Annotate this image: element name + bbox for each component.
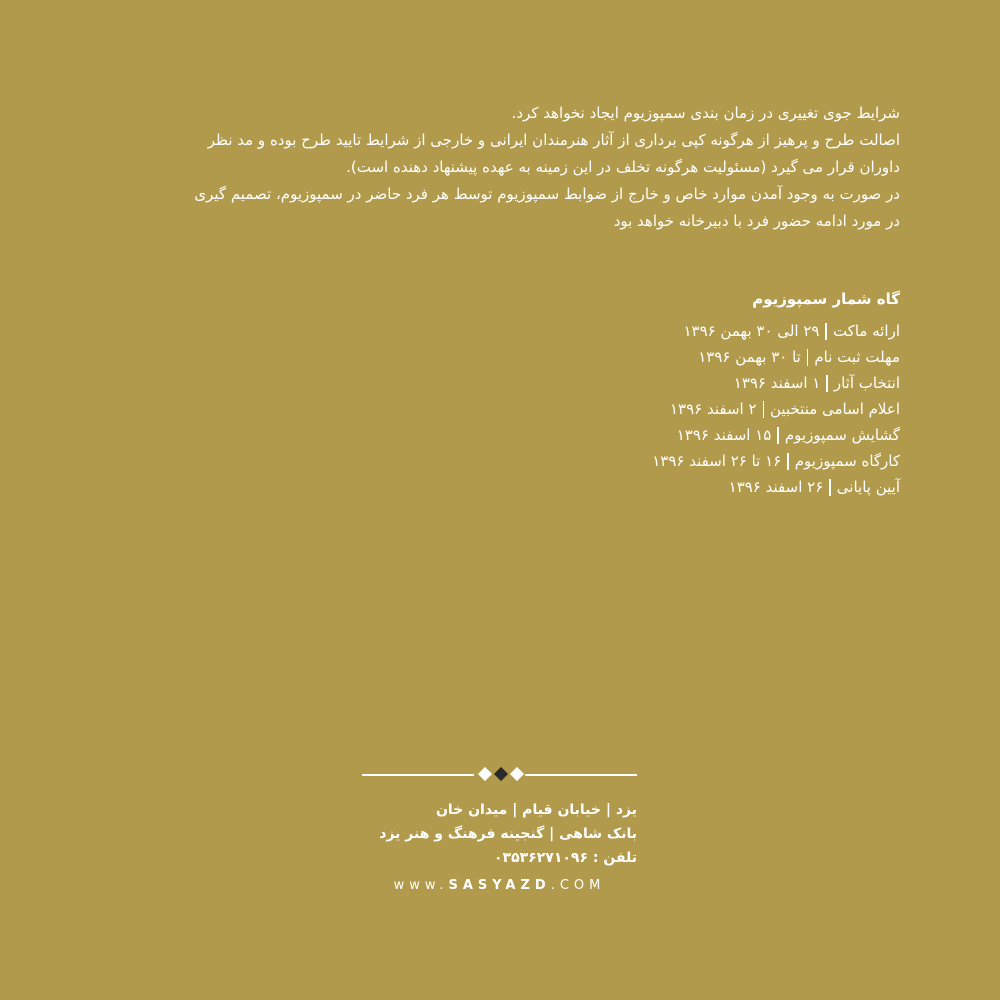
rule-line: داوران قرار می گیرد (مسئولیت هرگونه تخلف در این زمینه به عهده پیشنهاد دهنده است). [346, 158, 900, 176]
diamond-icon [510, 767, 524, 781]
separator [777, 427, 779, 444]
separator [763, 401, 765, 418]
schedule-section [480, 286, 900, 500]
rule-line: در صورت به وجود آمدن موارد خاص و خارج از ضوابط سمپوزیوم توسط هر فرد حاضر در سمپوزیوم، تصمیم گیری [194, 185, 900, 203]
schedule-label: آیین پایانی [836, 478, 900, 496]
address-line: یزد | خیابان قیام | میدان خان [435, 802, 637, 818]
rule-line: اصالت طرح و پرهیز از هرگونه کپی برداری از آثار هنرمندان ایرانی و خارجی از شرایط تایید طرح بوده و مد نظر [207, 131, 900, 149]
separator [829, 479, 831, 496]
separator [825, 323, 827, 340]
footer [362, 760, 637, 898]
schedule-date: ۱۵ اسفند ۱۳۹۶ [676, 426, 772, 444]
website-domain: SASYAZD [448, 878, 551, 893]
schedule-date: ۲۹ الی ۳۰ بهمن ۱۳۹۶ [683, 322, 820, 340]
schedule-row [480, 344, 900, 370]
schedule-row [480, 396, 900, 422]
separator [787, 453, 789, 470]
diamond-icon [478, 767, 492, 781]
divider-line-left [362, 774, 474, 776]
separator [826, 375, 828, 392]
schedule-date: تا ۳۰ بهمن ۱۳۹۶ [698, 348, 801, 366]
schedule-date: ۱۶ تا ۲۶ اسفند ۱۳۹۶ [652, 452, 782, 470]
schedule-title: گاه شمار سمپوزیوم [752, 290, 900, 308]
rule-line: شرایط جوی تغییری در زمان بندی سمپوزیوم ایجاد نخواهد کرد. [511, 104, 900, 122]
schedule-row [480, 370, 900, 396]
rules-section [100, 100, 900, 235]
schedule-label: اعلام اسامی منتخبین [770, 400, 900, 418]
schedule-row [480, 474, 900, 500]
website-suffix: .COM [550, 878, 606, 893]
phone-line [362, 846, 637, 870]
address-block [362, 798, 637, 870]
phone-label: تلفن : [592, 850, 637, 866]
website-prefix: www. [393, 878, 449, 893]
schedule-label: انتخاب آثار [833, 374, 900, 392]
website-link[interactable] [362, 874, 637, 898]
separator [807, 349, 809, 366]
phone-number: ۰۳۵۳۶۲۷۱۰۹۶ [494, 850, 588, 866]
schedule-label: کارگاه سمپوزیوم [794, 452, 900, 470]
diamond-icon [494, 767, 508, 781]
schedule-row [480, 448, 900, 474]
address-line: بانک شاهی | گنجینه فرهنگ و هنر یزد [379, 826, 637, 842]
schedule-date: ۱ اسفند ۱۳۹۶ [733, 374, 821, 392]
schedule-row [480, 318, 900, 344]
schedule-date: ۲ اسفند ۱۳۹۶ [669, 400, 757, 418]
schedule-label: ارائه ماکت [832, 322, 900, 340]
schedule-label: گشایش سمپوزیوم [784, 426, 900, 444]
ornament-divider [362, 760, 637, 790]
rule-line: در مورد ادامه حضور فرد با دبیرخانه خواهد بود [613, 212, 900, 230]
schedule-row [480, 422, 900, 448]
schedule-date: ۲۶ اسفند ۱۳۹۶ [728, 478, 824, 496]
divider-line-right [525, 774, 637, 776]
schedule-label: مهلت ثبت نام [814, 348, 900, 366]
